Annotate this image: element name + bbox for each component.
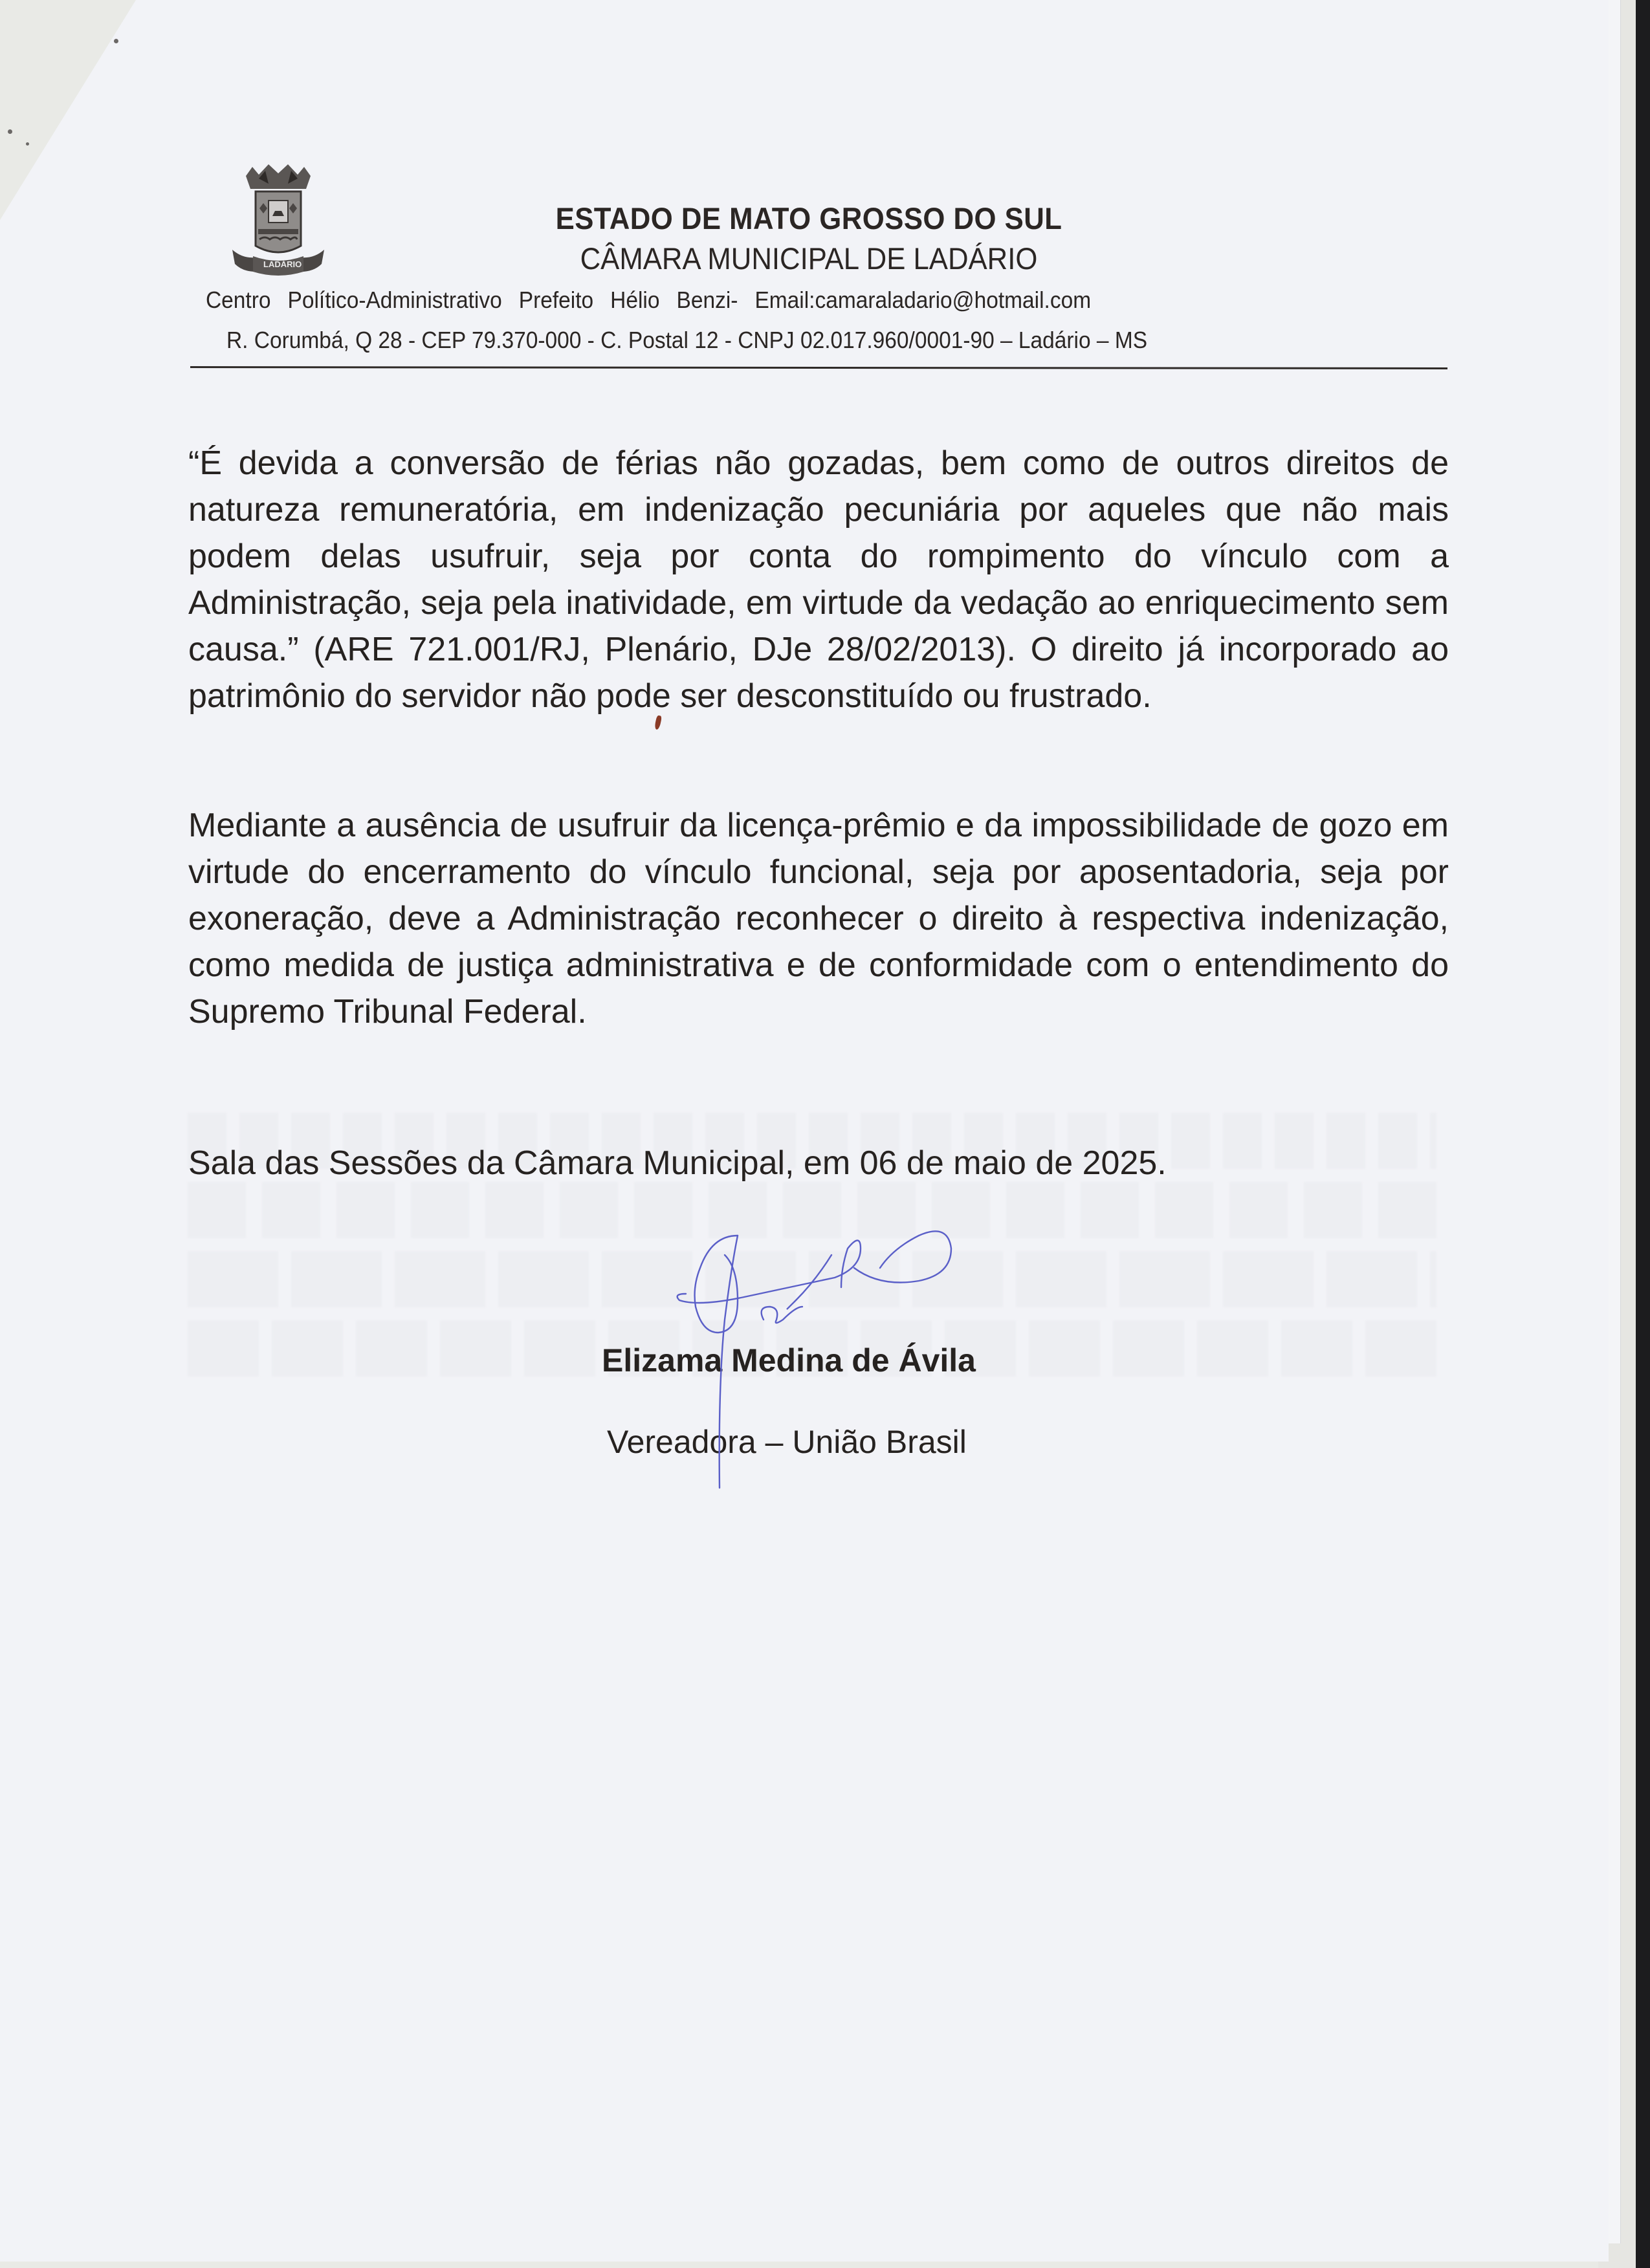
page-underneath-edge	[1609, 0, 1621, 2243]
body-paragraph-conclusion: Mediante a ausência de usufruir da licença-prêmio e da impossibilidade de gozo em virtude do encerramento do vínculo funcional, seja por aposentadoria, seja por exoneração, deve a Administração reconhecer o direito à respectiva indenização, como medida de justiça administrativa e de conformidade com o entendimento do Supremo Tribunal Federal.	[188, 807, 1449, 1030]
coat-of-arms-logo	[230, 162, 327, 278]
address-line-1: Centro Político-Administrativo Prefeito Hélio Benzi- Email:camaraladario@hotmail.com	[206, 287, 1092, 313]
institution-title: CÂMARA MUNICIPAL DE LADÁRIO	[580, 241, 1038, 276]
state-title: ESTADO DE MATO GROSSO DO SUL	[555, 201, 1062, 235]
address-line-2: R. Corumbá, Q 28 - CEP 79.370-000 - C. Postal 12 - CNPJ 02.017.960/0001-90 – Ladário – MS	[226, 327, 1148, 353]
scan-speck	[26, 142, 29, 146]
body-paragraph-quote: “É devida a conversão de férias não gozadas, bem como de outros direitos de natureza remuneratória, em indenização pecuniária por aqueles que não mais podem delas usufruir, seja por conta do rompimento do vínculo com a Administração, seja pela inatividade, em virtude da vedação ao enriquecimento sem causa.” (ARE 721.001/RJ, Plenário, DJe 28/02/2013). O direito já incorporado ao patrimônio do servidor não pode ser desconstituído ou frustrado.	[188, 444, 1449, 715]
signatory-role: Vereadora – União Brasil	[607, 1424, 967, 1460]
signatory-name: Elizama Medina de Ávila	[602, 1342, 976, 1379]
scanner-edge	[1636, 0, 1650, 2268]
logo-banner-text: LADÁRIO	[263, 259, 302, 269]
scan-speck	[8, 129, 12, 134]
handwritten-signature	[647, 1229, 1035, 1514]
closing-line: Sala das Sessões da Câmara Municipal, em 06 de maio de 2025.	[188, 1144, 1167, 1182]
scan-speck	[114, 39, 118, 43]
